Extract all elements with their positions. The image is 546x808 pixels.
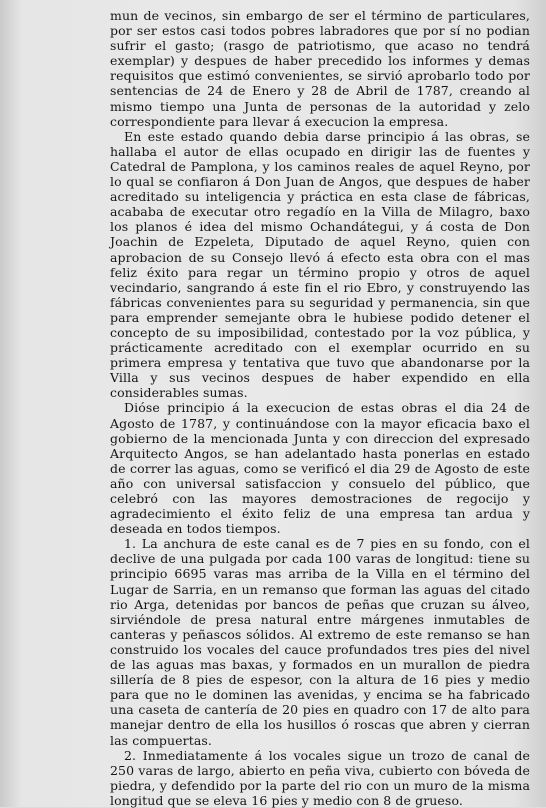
document-body: [110, 8, 530, 808]
paragraph-item-1: 1. La anchura de este canal es de 7 pies en su fondo, con el declive de una pulgada por cada 100 varas de longitud: tiene su principio 6695 varas mas arriba de la Villa en el término del Lugar de Sarria, en un remanso que forman las aguas del citado rio Arga, detenidas por bancos de peñas que cruzan su álveo, sirviéndole de presa natural entre márgenes inmutables de canteras y peñascos sólidos. Al extremo de este remanso se han construido los vocales del cauce profundados tres pies del nivel de las aguas mas baxas, y formados en un murallon de piedra sillería de 8 pies de espesor, con la altura de 16 pies y medio para que no le dominen las avenidas, y encima se ha fabricado una caseta de cantería de 20 pies en quadro con 17 de alto para manejar dentro de ella los husillos ó roscas que abren y cierran las compuertas.: [110, 536, 530, 748]
paragraph-execution: Dióse principio á la execucion de estas obras el dia 24 de Agosto de 1787, y continuándose con la mayor eficacia baxo el gobierno de la mencionada Junta y con direccion del expresado Arquitecto Angos, se han adelantado hasta ponerlas en estado de correr las aguas, como se verificó el dia 29 de Agosto de este año con universal satisfaccion y consuelo del público, que celebró con las mayores demostraciones de regocijo y agradecimiento el éxito feliz de una empresa tan ardua y deseada en todos tiempos.: [110, 400, 530, 537]
paragraph-item-2: 2. Inmediatamente á los vocales sigue un trozo de canal de 250 varas de largo, abierto en peña viva, cubierto con bóveda de piedra, y defendido por la parte del rio con un muro de la misma longitud que se eleva 16 pies y medio con 8 de grueso.: [110, 747, 530, 808]
paragraph-angos: En este estado quando debia darse principio á las obras, se hallaba el autor de ellas ocupado en dirigir las de fuentes y Catedral de Pamplona, y los caminos reales de aquel Reyno, por lo qual se confiaron á Don Juan de Angos, que despues de haber acreditado su inteligencia y práctica en esta clase de fábricas, acababa de executar otro regadío en la Villa de Milagro, baxo los planos é idea del mismo Ochandátegui, y á costa de Don Joachin de Ezpeleta, Diputado de aquel Reyno, quien con aprobacion de su Consejo llevó á efecto esta obra con el mas feliz éxito para regar un término propio y otros de aquel vecindario, sangrando á este fin el rio Ebro, y construyendo las fábricas convenientes para su seguridad y permanencia, sin que para emprender semejante obra le hubiese podido detener el concepto de su imposibilidad, contestado por la voz pública, y prácticamente acreditado con el exemplar ocurrido en su primera empresa y tentativa que tuvo que abandonarse por la Villa y sus vecinos despues de haber expendido en ella considerables sumas.: [110, 128, 530, 401]
paragraph-continuation: mun de vecinos, sin embargo de ser el término de particulares, por ser estos casi todos pobres labradores que por sí no podian sufrir el gasto; (rasgo de patriotismo, que acaso no tendrá exemplar) y despues de haber precedido los informes y demas requisitos que estimó convenientes, se sirvió aprobarlo todo por sentencias de 24 de Enero y 28 de Abril de 1787, creando al mismo tiempo una Junta de personas de la autoridad y zelo correspondiente para llevar á execucion la empresa.: [110, 8, 530, 129]
